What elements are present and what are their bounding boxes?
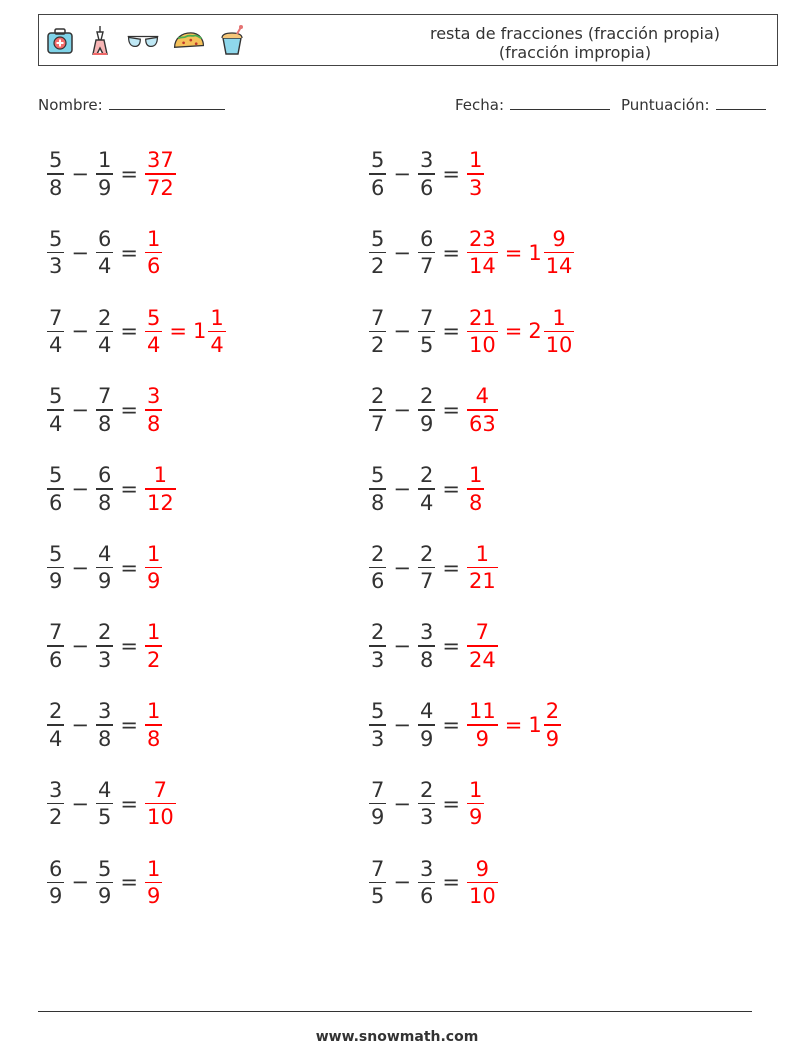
minus-sign: − bbox=[393, 398, 411, 423]
numerator: 2 bbox=[371, 384, 385, 409]
denominator: 8 bbox=[371, 490, 385, 515]
numerator: 4 bbox=[419, 699, 434, 724]
header-icons bbox=[45, 21, 247, 61]
numerator: 2 bbox=[419, 384, 434, 409]
denominator: 8 bbox=[146, 411, 161, 436]
numerator: 5 bbox=[97, 856, 112, 881]
denominator: 2 bbox=[49, 805, 63, 830]
mixed-whole: 2 bbox=[528, 319, 542, 344]
minus-sign: − bbox=[393, 634, 411, 659]
numerator: 1 bbox=[97, 148, 112, 173]
fraction-answer bbox=[145, 619, 162, 673]
numerator: 2 bbox=[97, 620, 112, 645]
minus-sign: − bbox=[393, 240, 411, 265]
name-blank[interactable] bbox=[109, 94, 225, 110]
fraction-answer bbox=[145, 462, 176, 516]
denominator: 9 bbox=[97, 884, 112, 909]
numerator: 3 bbox=[97, 699, 112, 724]
minus-sign: − bbox=[71, 398, 89, 423]
numerator: 7 bbox=[419, 305, 434, 330]
fraction-subtrahend bbox=[418, 856, 435, 910]
denominator: 2 bbox=[371, 333, 385, 358]
denominator: 14 bbox=[545, 254, 573, 279]
denominator: 8 bbox=[97, 490, 112, 515]
minus-sign: − bbox=[71, 791, 89, 816]
problem-item bbox=[366, 690, 564, 760]
denominator: 10 bbox=[468, 884, 496, 909]
denominator: 9 bbox=[419, 411, 434, 436]
fraction-minuend bbox=[369, 698, 386, 752]
fraction-subtrahend bbox=[418, 462, 435, 516]
minus-sign: − bbox=[393, 162, 411, 186]
fraction-minuend bbox=[369, 383, 386, 437]
fraction-minuend bbox=[369, 856, 386, 910]
minus-sign: − bbox=[71, 555, 89, 580]
numerator: 5 bbox=[49, 463, 63, 488]
fraction-answer bbox=[145, 226, 162, 280]
fraction-subtrahend bbox=[418, 777, 435, 831]
fraction-minuend bbox=[369, 226, 386, 280]
fraction-minuend bbox=[369, 777, 386, 831]
denominator: 72 bbox=[146, 175, 174, 200]
denominator: 4 bbox=[97, 333, 112, 358]
title-line-2: (fracción impropia) bbox=[498, 43, 652, 62]
fraction-subtrahend bbox=[418, 541, 435, 595]
denominator: 6 bbox=[49, 490, 63, 515]
numerator: 5 bbox=[49, 226, 63, 251]
fraction-subtrahend bbox=[96, 305, 113, 359]
numerator: 3 bbox=[419, 148, 434, 173]
minus-sign: − bbox=[71, 870, 89, 895]
problem-item bbox=[44, 611, 165, 681]
denominator: 7 bbox=[371, 411, 385, 436]
numerator: 6 bbox=[419, 226, 434, 251]
fraction-answer bbox=[467, 619, 498, 673]
numerator: 1 bbox=[468, 777, 483, 802]
fraction-minuend bbox=[47, 698, 64, 752]
denominator: 9 bbox=[468, 805, 483, 830]
equals-sign: = bbox=[120, 791, 138, 816]
fraction-answer bbox=[145, 305, 162, 359]
numerator: 1 bbox=[146, 856, 161, 881]
numerator: 7 bbox=[153, 777, 168, 802]
fraction-minuend bbox=[47, 856, 64, 910]
problem-item bbox=[44, 769, 179, 839]
numerator: 4 bbox=[97, 777, 112, 802]
denominator: 9 bbox=[97, 569, 112, 594]
footer-site: www.snowmath.com bbox=[315, 1029, 479, 1045]
fraction-answer bbox=[467, 698, 498, 752]
denominator: 2 bbox=[371, 254, 385, 279]
denominator: 8 bbox=[49, 175, 63, 200]
worksheet-title bbox=[415, 24, 735, 62]
fraction-minuend bbox=[47, 305, 64, 359]
denominator: 3 bbox=[468, 175, 483, 200]
denominator: 8 bbox=[419, 647, 434, 672]
denominator: 6 bbox=[146, 254, 161, 279]
fraction-minuend bbox=[47, 619, 64, 673]
fraction-mixed bbox=[208, 305, 225, 359]
minus-sign: − bbox=[393, 476, 411, 501]
fraction-minuend bbox=[47, 777, 64, 831]
numerator: 23 bbox=[468, 226, 496, 251]
problem-item bbox=[44, 218, 165, 288]
fraction-answer bbox=[467, 305, 498, 359]
fraction-subtrahend bbox=[96, 698, 113, 752]
minus-sign: − bbox=[71, 162, 89, 186]
fraction-subtrahend bbox=[96, 226, 113, 280]
denominator: 7 bbox=[419, 254, 434, 279]
fraction-minuend bbox=[47, 383, 64, 437]
numerator: 5 bbox=[371, 699, 385, 724]
denominator: 9 bbox=[49, 569, 63, 594]
numerator: 5 bbox=[371, 148, 385, 173]
numerator: 2 bbox=[371, 541, 385, 566]
equals-sign: = bbox=[504, 712, 523, 737]
fraction-answer bbox=[467, 856, 498, 910]
denominator: 4 bbox=[146, 333, 161, 358]
denominator: 4 bbox=[419, 490, 434, 515]
fraction-answer bbox=[467, 777, 484, 831]
title-line-1: resta de fracciones (fracción propia) bbox=[429, 24, 721, 43]
sunglasses-icon bbox=[125, 24, 161, 58]
fraction-minuend bbox=[47, 147, 64, 201]
numerator: 1 bbox=[146, 226, 161, 251]
fraction-answer bbox=[467, 147, 484, 201]
numerator: 7 bbox=[371, 856, 385, 881]
denominator: 3 bbox=[49, 254, 63, 279]
denominator: 5 bbox=[371, 884, 385, 909]
numerator: 4 bbox=[475, 384, 490, 409]
numerator: 1 bbox=[146, 620, 161, 645]
equals-sign: = bbox=[442, 791, 460, 816]
equals-sign: = bbox=[120, 634, 138, 659]
fraction-subtrahend bbox=[418, 619, 435, 673]
equals-sign: = bbox=[120, 162, 138, 186]
equals-sign: = bbox=[442, 634, 460, 659]
fraction-subtrahend bbox=[418, 147, 435, 201]
numerator: 6 bbox=[49, 856, 63, 881]
fraction-subtrahend bbox=[418, 698, 435, 752]
minus-sign: − bbox=[71, 712, 89, 737]
fraction-answer bbox=[145, 147, 176, 201]
fraction-minuend bbox=[369, 462, 386, 516]
numerator: 6 bbox=[97, 463, 112, 488]
fraction-mixed bbox=[544, 305, 575, 359]
denominator: 8 bbox=[468, 490, 483, 515]
denominator: 6 bbox=[49, 647, 63, 672]
denominator: 9 bbox=[475, 726, 490, 751]
equals-sign: = bbox=[442, 240, 460, 265]
numerator: 2 bbox=[419, 541, 434, 566]
denominator: 21 bbox=[468, 569, 496, 594]
numerator: 1 bbox=[468, 463, 483, 488]
denominator: 63 bbox=[468, 411, 496, 436]
denominator: 8 bbox=[146, 726, 161, 751]
problem-item bbox=[366, 611, 501, 681]
equals-sign: = bbox=[504, 319, 523, 344]
numerator: 1 bbox=[468, 148, 483, 173]
minus-sign: − bbox=[71, 319, 89, 344]
minus-sign: − bbox=[393, 791, 411, 816]
denominator: 4 bbox=[49, 333, 63, 358]
numerator: 7 bbox=[49, 305, 63, 330]
date-blank[interactable] bbox=[510, 94, 610, 110]
fraction-answer bbox=[467, 541, 498, 595]
fraction-answer bbox=[467, 226, 498, 280]
denominator: 7 bbox=[419, 569, 434, 594]
denominator: 8 bbox=[97, 411, 112, 436]
numerator: 37 bbox=[146, 148, 174, 173]
denominator: 6 bbox=[419, 884, 434, 909]
fraction-subtrahend bbox=[96, 383, 113, 437]
denominator: 9 bbox=[97, 175, 112, 200]
problem-item bbox=[44, 375, 165, 445]
minus-sign: − bbox=[71, 240, 89, 265]
denominator: 6 bbox=[371, 175, 385, 200]
denominator: 4 bbox=[210, 333, 224, 358]
fraction-subtrahend bbox=[96, 541, 113, 595]
score-blank[interactable] bbox=[716, 94, 766, 110]
numerator: 1 bbox=[146, 541, 161, 566]
equals-sign: = bbox=[442, 162, 460, 186]
problem-item bbox=[366, 533, 501, 603]
fraction-answer bbox=[145, 698, 162, 752]
numerator: 3 bbox=[49, 777, 63, 802]
fraction-subtrahend bbox=[418, 226, 435, 280]
denominator: 10 bbox=[146, 805, 174, 830]
denominator: 2 bbox=[146, 647, 161, 672]
equals-sign: = bbox=[442, 319, 460, 344]
fraction-subtrahend bbox=[96, 777, 113, 831]
problem-item bbox=[44, 533, 165, 603]
problem-item bbox=[366, 847, 501, 917]
numerator: 3 bbox=[419, 856, 434, 881]
fraction-minuend bbox=[369, 305, 386, 359]
header-box bbox=[38, 14, 778, 66]
fraction-minuend bbox=[369, 147, 386, 201]
mixed-whole: 1 bbox=[528, 712, 542, 737]
equals-sign: = bbox=[120, 398, 138, 423]
numerator: 7 bbox=[371, 777, 385, 802]
equals-sign: = bbox=[120, 240, 138, 265]
date-field[interactable] bbox=[455, 94, 610, 114]
footer-divider bbox=[38, 1011, 752, 1012]
numerator: 21 bbox=[468, 305, 496, 330]
sand-bucket-icon bbox=[217, 24, 247, 58]
fraction-subtrahend bbox=[96, 856, 113, 910]
equals-sign: = bbox=[442, 870, 460, 895]
fraction-mixed bbox=[544, 226, 575, 280]
equals-sign: = bbox=[442, 555, 460, 580]
fraction-minuend bbox=[47, 226, 64, 280]
numerator: 4 bbox=[97, 541, 112, 566]
numerator: 7 bbox=[371, 305, 385, 330]
equals-sign: = bbox=[504, 240, 523, 265]
equals-sign: = bbox=[120, 555, 138, 580]
numerator: 1 bbox=[475, 541, 490, 566]
problem-item bbox=[44, 847, 165, 917]
denominator: 9 bbox=[371, 805, 385, 830]
problem-item bbox=[44, 296, 229, 366]
fraction-subtrahend bbox=[96, 147, 113, 201]
denominator: 3 bbox=[97, 647, 112, 672]
numerator: 9 bbox=[475, 856, 490, 881]
denominator: 4 bbox=[49, 726, 63, 751]
numerator: 1 bbox=[210, 305, 224, 330]
equals-sign: = bbox=[442, 398, 460, 423]
problem-item bbox=[366, 296, 577, 366]
numerator: 6 bbox=[97, 226, 112, 251]
numerator: 1 bbox=[146, 699, 161, 724]
numerator: 5 bbox=[371, 463, 385, 488]
fraction-answer bbox=[145, 856, 162, 910]
minus-sign: − bbox=[71, 476, 89, 501]
first-aid-kit-icon bbox=[45, 24, 75, 58]
minus-sign: − bbox=[393, 870, 411, 895]
denominator: 3 bbox=[371, 647, 385, 672]
score-label: Puntuación: bbox=[621, 96, 710, 114]
denominator: 10 bbox=[545, 333, 573, 358]
mixed-whole: 1 bbox=[192, 319, 207, 344]
denominator: 24 bbox=[468, 647, 496, 672]
minus-sign: − bbox=[393, 712, 411, 737]
fraction-minuend bbox=[369, 619, 386, 673]
fraction-answer bbox=[145, 541, 162, 595]
numerator: 1 bbox=[552, 305, 566, 330]
numerator: 5 bbox=[371, 226, 385, 251]
fraction-subtrahend bbox=[96, 619, 113, 673]
fraction-mixed bbox=[544, 698, 561, 752]
minus-sign: − bbox=[393, 555, 411, 580]
problem-item bbox=[366, 454, 487, 524]
denominator: 10 bbox=[468, 333, 496, 358]
numerator: 5 bbox=[49, 148, 63, 173]
date-label: Fecha: bbox=[455, 96, 505, 114]
numerator: 5 bbox=[146, 305, 161, 330]
equals-sign: = bbox=[120, 476, 138, 501]
numerator: 9 bbox=[552, 226, 566, 251]
problem-item bbox=[366, 139, 487, 209]
numerator: 3 bbox=[419, 620, 434, 645]
numerator: 2 bbox=[419, 777, 434, 802]
denominator: 8 bbox=[97, 726, 112, 751]
mixed-whole: 1 bbox=[528, 240, 542, 265]
denominator: 9 bbox=[545, 726, 560, 751]
denominator: 4 bbox=[49, 411, 63, 436]
fraction-answer bbox=[145, 777, 176, 831]
equals-sign: = bbox=[442, 476, 460, 501]
numerator: 2 bbox=[545, 699, 560, 724]
denominator: 9 bbox=[146, 569, 161, 594]
problem-item bbox=[44, 139, 179, 209]
numerator: 2 bbox=[419, 463, 434, 488]
equals-sign: = bbox=[120, 319, 138, 344]
denominator: 12 bbox=[146, 490, 174, 515]
equals-sign: = bbox=[120, 712, 138, 737]
numerator: 7 bbox=[475, 620, 490, 645]
equals-sign: = bbox=[169, 319, 187, 344]
denominator: 5 bbox=[97, 805, 112, 830]
denominator: 9 bbox=[419, 726, 434, 751]
numerator: 11 bbox=[468, 699, 496, 724]
fraction-minuend bbox=[47, 462, 64, 516]
fraction-subtrahend bbox=[418, 305, 435, 359]
numerator: 2 bbox=[371, 620, 385, 645]
equals-sign: = bbox=[442, 712, 460, 737]
denominator: 6 bbox=[371, 569, 385, 594]
minus-sign: − bbox=[393, 319, 411, 344]
problem-item bbox=[366, 375, 501, 445]
fraction-answer bbox=[145, 383, 162, 437]
problem-item bbox=[44, 690, 165, 760]
fraction-minuend bbox=[369, 541, 386, 595]
taco-icon bbox=[171, 24, 207, 58]
fraction-answer bbox=[467, 462, 484, 516]
name-field[interactable] bbox=[38, 94, 225, 114]
problem-item bbox=[366, 769, 487, 839]
numerator: 7 bbox=[49, 620, 63, 645]
problem-item bbox=[366, 218, 577, 288]
numerator: 7 bbox=[97, 384, 112, 409]
fraction-answer bbox=[467, 383, 498, 437]
denominator: 6 bbox=[419, 175, 434, 200]
numerator: 2 bbox=[97, 305, 112, 330]
denominator: 3 bbox=[371, 726, 385, 751]
fraction-minuend bbox=[47, 541, 64, 595]
denominator: 9 bbox=[49, 884, 63, 909]
numerator: 5 bbox=[49, 384, 63, 409]
numerator: 2 bbox=[49, 699, 63, 724]
fraction-subtrahend bbox=[96, 462, 113, 516]
denominator: 4 bbox=[97, 254, 112, 279]
name-label: Nombre: bbox=[38, 96, 103, 114]
eiffel-tower-icon bbox=[85, 24, 115, 58]
equals-sign: = bbox=[120, 870, 138, 895]
numerator: 3 bbox=[146, 384, 161, 409]
minus-sign: − bbox=[71, 634, 89, 659]
denominator: 9 bbox=[146, 884, 161, 909]
problem-item bbox=[44, 454, 179, 524]
denominator: 5 bbox=[419, 333, 434, 358]
numerator: 1 bbox=[153, 463, 168, 488]
denominator: 3 bbox=[419, 805, 434, 830]
fraction-subtrahend bbox=[418, 383, 435, 437]
denominator: 14 bbox=[468, 254, 496, 279]
score-field[interactable] bbox=[621, 94, 766, 114]
numerator: 5 bbox=[49, 541, 63, 566]
